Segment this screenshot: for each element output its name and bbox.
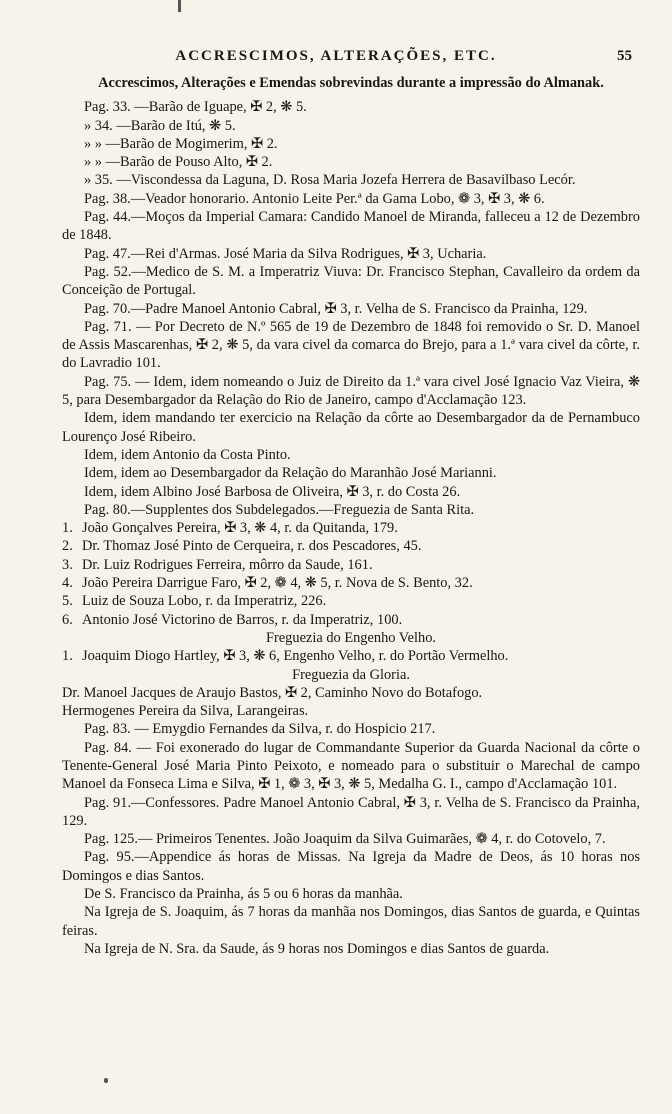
entry-pag-38: Pag. 38.—Veador honorario. Antonio Leite Per.ª da Gama Lobo, ❁ 3, ✠ 3, ❋ 6. — [84, 190, 545, 207]
entry-pag-44: Pag. 44.—Moços da Imperial Camara: Candido Manoel de Miranda, falleceu a 12 de Dezembro de 1848. — [62, 209, 640, 244]
entry-pag-71: Pag. 71. — Por Decreto de N.º 565 de 19 de Dezembro de 1848 foi removido o Sr. D. Manoel de Assis Mascarenhas, ✠ 2, ❋ 5, da vara civel da comarca do Brejo, para a 1.ª vara civel da côrte, r. do Lavradio 101. — [62, 318, 640, 372]
entry-pag-80: Pag. 80.—Supplentes dos Subdelegados.—Freguezia de Santa Rita. — [84, 501, 475, 518]
list-item: 1. Joaquim Diogo Hartley, ✠ 3, ❋ 6, Engenho Velho, r. do Portão Vermelho. — [62, 648, 509, 665]
page-number: 55 — [617, 48, 632, 64]
entry-pag-34-pouso-alto: » » —Barão de Pouso Alto, ✠ 2. — [84, 154, 273, 171]
list-item: 4. João Pereira Darrigue Faro, ✠ 2, ❁ 4, ❋ 5, r. Nova de S. Bento, 32. — [62, 575, 473, 592]
entry-sao-joaquim: Na Igreja de S. Joaquim, ás 7 horas da manhãa nos Domingos, dias Santos de guarda, e Quintas feiras. — [62, 904, 640, 939]
list-item: 3. Dr. Luiz Rodrigues Ferreira, môrro da Saude, 161. — [62, 556, 373, 573]
entry-prainha: De S. Francisco da Prainha, ás 5 ou 6 horas da manhãa. — [84, 886, 403, 903]
entry-pag-34-mogimerim: » » —Barão de Mogimerim, ✠ 2. — [84, 135, 278, 152]
entry-pag-95: Pag. 95.—Appendice ás horas de Missas. Na Igreja da Madre de Deos, ás 10 horas nos Domingos e dias Santos. — [62, 849, 640, 884]
entry-pag-35: » 35. —Viscondessa da Laguna, D. Rosa Maria Jozefa Herrera de Basavilbaso Lecór. — [84, 172, 576, 189]
entry-idem-costa-pinto: Idem, idem Antonio da Costa Pinto. — [84, 446, 291, 463]
entry-saude: Na Igreja de N. Sra. da Saude, ás 9 horas nos Domingos e dias Santos de guarda. — [84, 940, 550, 957]
entry-pag-33: Pag. 33. —Barão de Iguape, ✠ 2, ❋ 5. — [84, 99, 307, 116]
section-title: Accrescimos, Alterações e Emendas sobrevindas durante a impressão do Almanak. — [98, 75, 604, 91]
entry-idem-albino: Idem, idem Albino José Barbosa de Oliveira, ✠ 3, r. do Costa 26. — [84, 483, 461, 500]
running-header-title: ACCRESCIMOS, ALTERAÇÕES, ETC. — [175, 48, 497, 64]
entry-pag-75: Pag. 75. — Idem, idem nomeando o Juiz de Direito da 1.ª vara civel José Ignacio Vaz Vieira, ❋ 5, para Desembargador da Relação do Rio de Janeiro, campo d'Acclamação 123. — [62, 373, 640, 409]
list-item: 2. Dr. Thomaz José Pinto de Cerqueira, r. dos Pescadores, 45. — [62, 538, 422, 555]
bottom-ink-mark — [104, 1078, 108, 1083]
top-rule-mark — [178, 0, 181, 12]
subheading-engenho-velho: Freguezia do Engenho Velho. — [266, 629, 436, 646]
entry-idem-marianni: Idem, idem ao Desembargador da Relação do Maranhão José Marianni. — [84, 465, 497, 482]
entry-pag-84: Pag. 84. — Foi exonerado do lugar de Commandante Superior da Guarda Nacional da côrte o Tenente-General José Maria Pinto Peixoto, e nomeado para o substituir o Marechal de campo Manoel da Fonseca Lima e Silva, ✠ 1, ❁ 3, ✠ 3, ❋ 5, Medalha G. I., campo d'Acclamação 101. — [62, 739, 640, 793]
list-item: 6. Antonio José Victorino de Barros, r. da Imperatriz, 100. — [62, 611, 403, 628]
list-item: Hermogenes Pereira da Silva, Larangeiras. — [62, 703, 309, 720]
page-body — [62, 74, 640, 958]
entry-pag-47: Pag. 47.—Rei d'Armas. José Maria da Silva Rodrigues, ✠ 3, Ucharia. — [84, 245, 487, 262]
entry-idem-pernambuco: Idem, idem mandando ter exercicio na Relação da côrte ao Desembargador da de Pernambuco Lourenço José Ribeiro. — [62, 410, 640, 445]
entry-pag-125: Pag. 125.— Primeiros Tenentes. João Joaquim da Silva Guimarães, ❁ 4, r. do Cotovelo, 7. — [84, 831, 606, 848]
list-item: 1. João Gonçalves Pereira, ✠ 3, ❋ 4, r. da Quitanda, 179. — [62, 520, 398, 537]
entry-pag-34: » 34. —Barão de Itú, ❋ 5. — [84, 117, 236, 134]
entry-pag-91: Pag. 91.—Confessores. Padre Manoel Antonio Cabral, ✠ 3, r. Velha de S. Francisco da Prainha, 129. — [62, 794, 640, 829]
list-item: 5. Luiz de Souza Lobo, r. da Imperatriz, 226. — [62, 593, 327, 610]
entry-pag-70: Pag. 70.—Padre Manoel Antonio Cabral, ✠ 3, r. Velha de S. Francisco da Prainha, 129. — [84, 300, 588, 317]
list-item: Dr. Manoel Jacques de Araujo Bastos, ✠ 2, Caminho Novo do Botafogo. — [62, 684, 483, 701]
entry-pag-52: Pag. 52.—Medico de S. M. a Imperatriz Viuva: Dr. Francisco Stephan, Cavalleiro da ordem da Conceição de Portugal. — [62, 263, 640, 299]
subheading-gloria: Freguezia da Gloria. — [292, 666, 410, 683]
entry-pag-83: Pag. 83. — Emygdio Fernandes da Silva, r. do Hospicio 217. — [84, 721, 436, 738]
